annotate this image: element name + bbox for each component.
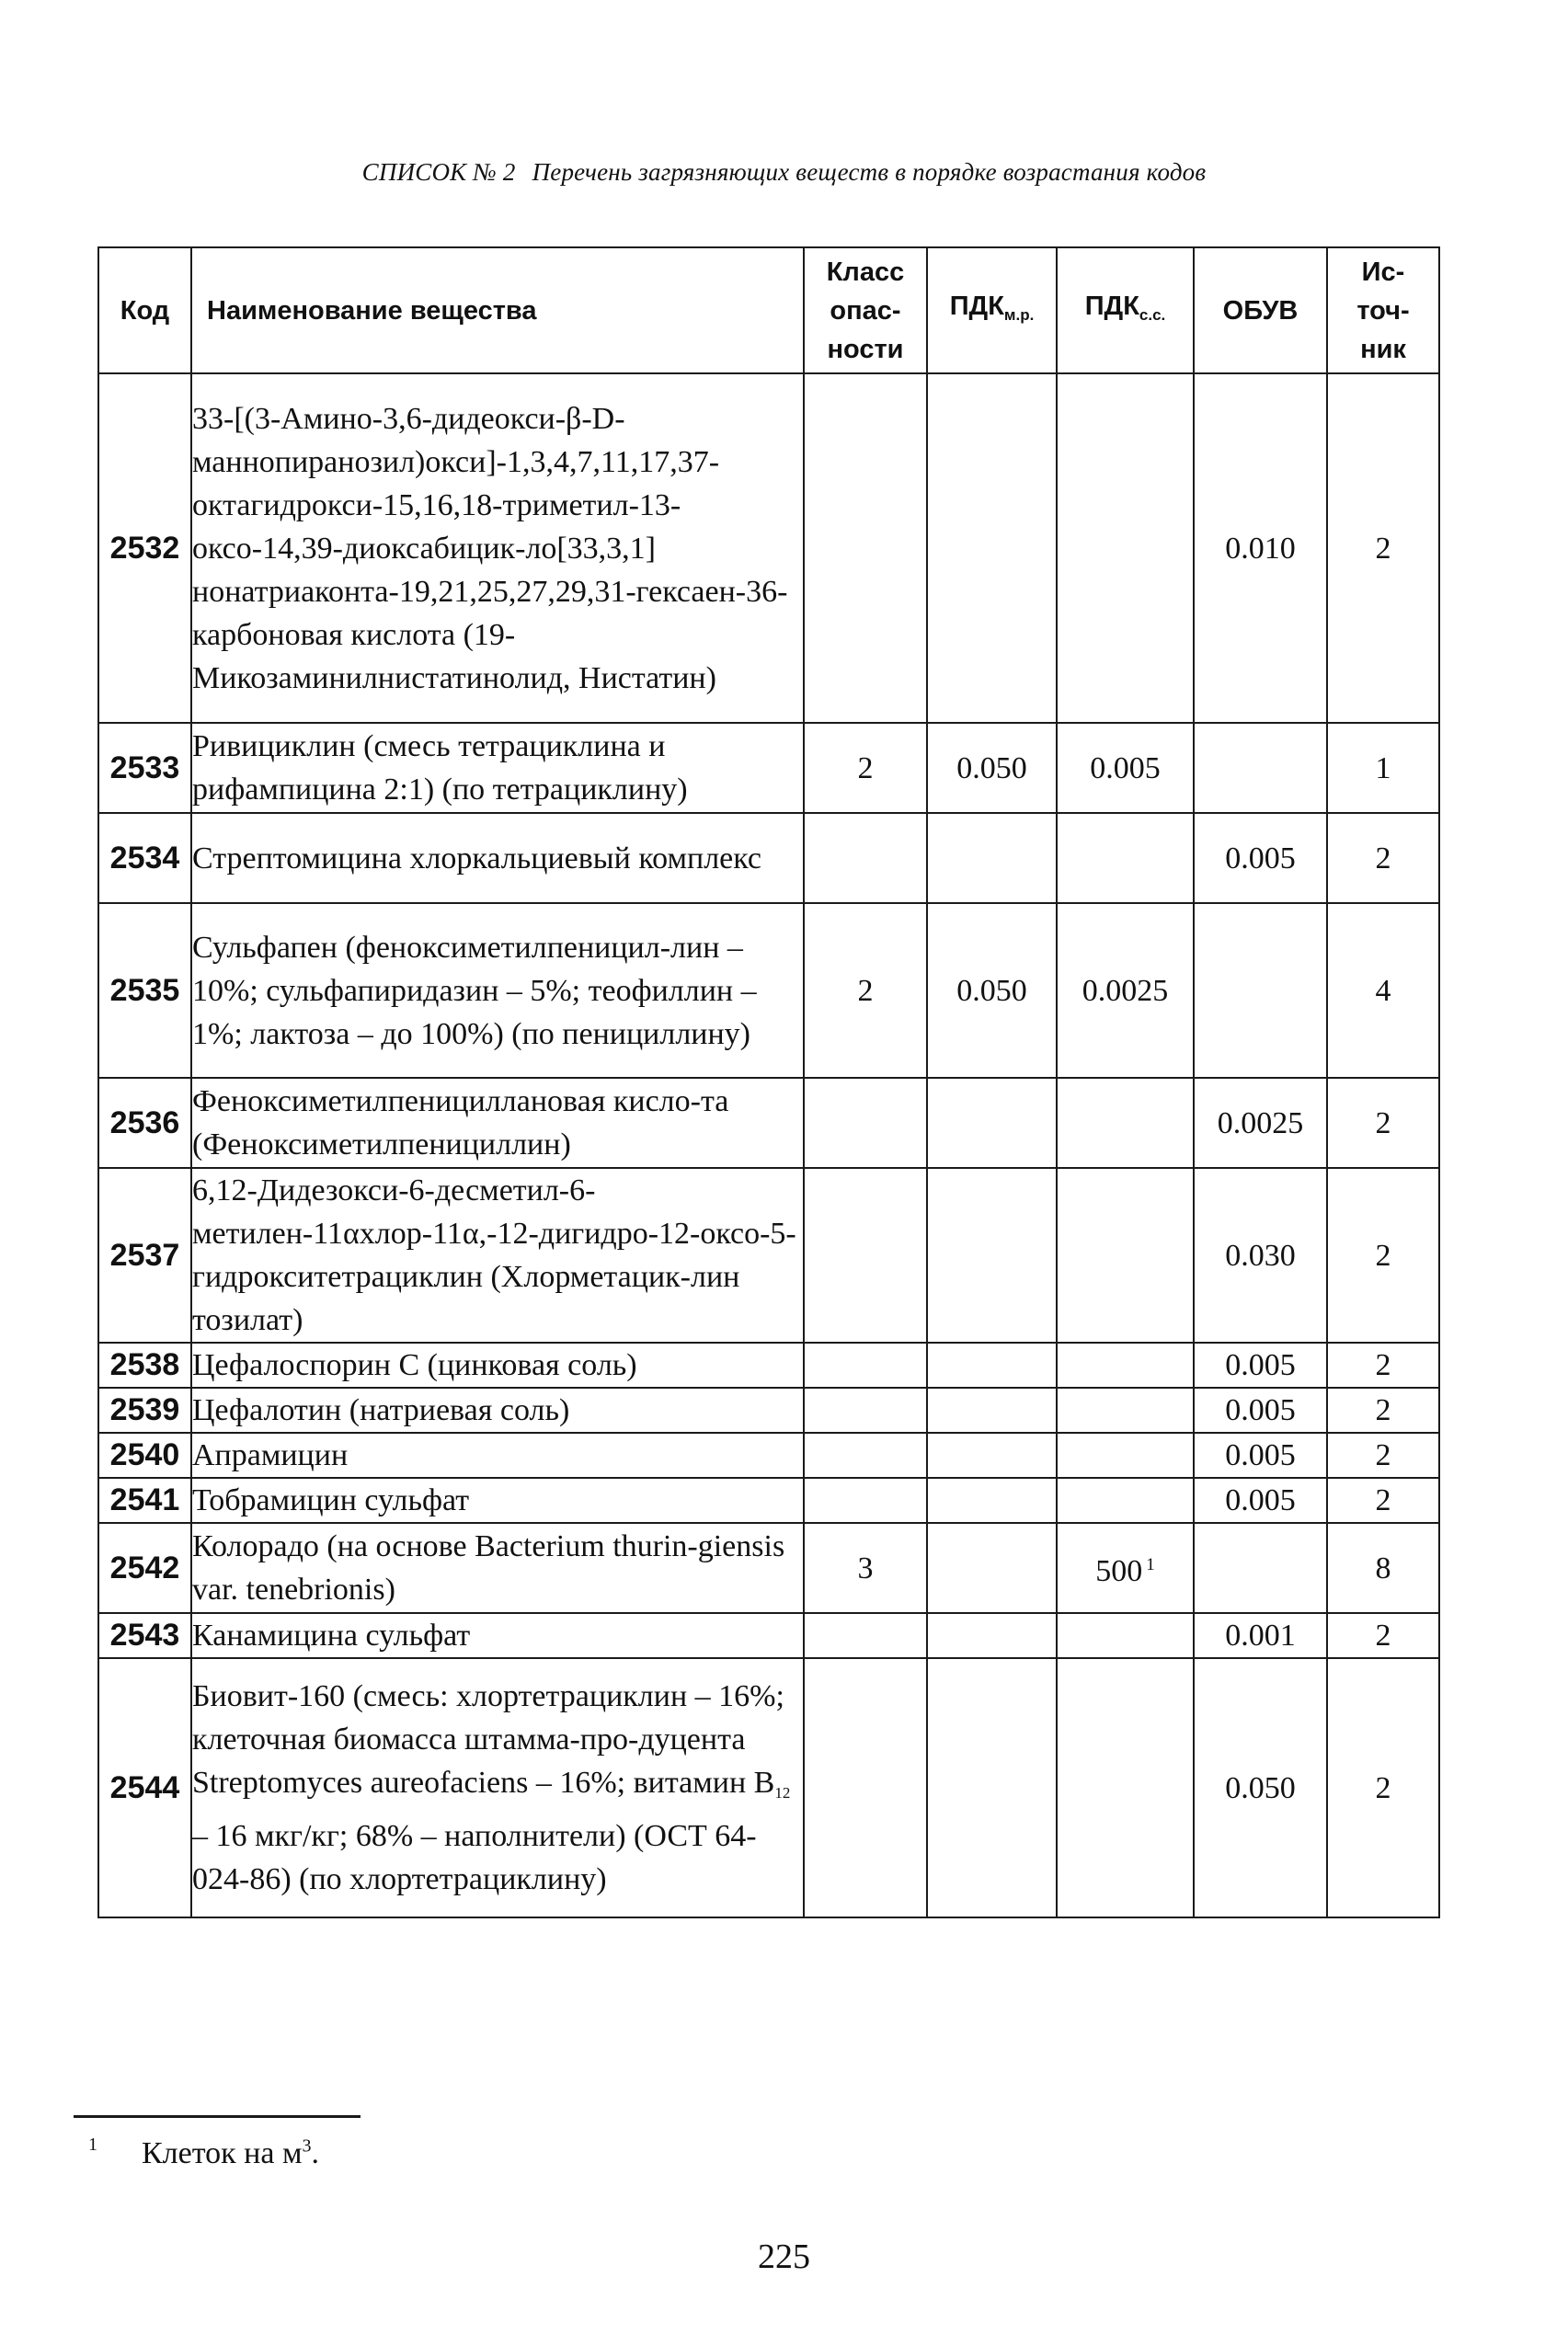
cell-pdk-mr: [927, 1168, 1057, 1343]
table-row: [98, 1613, 1439, 1658]
cell-name: Канамицина сульфат: [191, 1613, 804, 1658]
cell-hazard: [804, 1078, 927, 1168]
col-header-hazard-line1: Класс: [826, 257, 905, 287]
cell-pdk-mr: [927, 1078, 1057, 1168]
cell-name: 33-[(3-Амино-3,6-дидеокси-β-D-маннопиранозил)окси]-1,3,4,7,11,17,37-октагидрокси-15,16,18-триметил-13-оксо-14,39-диоксабицик-ло[33,3,1] нонатриаконта-19,21,25,27,29,31-гексаен-36-карбоновая кислота (19-Микозаминилнистатинолид, Нистатин): [191, 373, 804, 723]
col-header-code: Код: [98, 247, 191, 373]
cell-source: 2: [1327, 1658, 1439, 1917]
table-row: [98, 1658, 1439, 1917]
header-row: [98, 247, 1439, 373]
cell-pdk-ss-value: 500: [1095, 1554, 1143, 1588]
cell-hazard: [804, 1613, 927, 1658]
cell-hazard: [804, 1168, 927, 1343]
table-row: [98, 723, 1439, 813]
cell-pdk-ss: 0.0025: [1057, 903, 1194, 1078]
list-title: Перечень загрязняющих веществ в порядке возрастания кодов: [532, 158, 1207, 186]
cell-source: 2: [1327, 1078, 1439, 1168]
cell-pdk-ss: [1057, 1433, 1194, 1478]
footnote-ref: 1: [1146, 1555, 1155, 1574]
cell-pdk-mr: [927, 1613, 1057, 1658]
cell-obuv: 0.001: [1194, 1613, 1327, 1658]
cell-pdk-mr: 0.050: [927, 723, 1057, 813]
cell-obuv: [1194, 1523, 1327, 1613]
table-row: [98, 1343, 1439, 1388]
cell-pdk-mr: 0.050: [927, 903, 1057, 1078]
cell-hazard: 2: [804, 903, 927, 1078]
cell-hazard: 3: [804, 1523, 927, 1613]
table-row: [98, 1388, 1439, 1433]
cell-source: 2: [1327, 1433, 1439, 1478]
col-header-hazard: [804, 247, 927, 373]
col-header-hazard-line2: опас-: [830, 295, 901, 326]
col-header-pdk-mr-sub: м.р.: [1003, 305, 1035, 324]
col-header-pdk-mr-label: ПДК: [949, 291, 1004, 321]
cell-name-part2: – 16 мкг/кг; 68% – наполнители) (ОСТ 64-024-86) (по хлортетрациклину): [192, 1819, 757, 1896]
cell-obuv: 0.050: [1194, 1658, 1327, 1917]
cell-source: 2: [1327, 1343, 1439, 1388]
cell-source: 2: [1327, 1613, 1439, 1658]
table-row: [98, 1523, 1439, 1613]
cell-code: 2537: [98, 1168, 191, 1343]
substances-table: [97, 246, 1440, 1918]
cell-hazard: [804, 1388, 927, 1433]
cell-source: 1: [1327, 723, 1439, 813]
cell-pdk-ss: [1057, 1523, 1194, 1613]
cell-code: 2532: [98, 373, 191, 723]
footnote-text: Клеток на м: [142, 2136, 303, 2170]
cell-name: Апрамицин: [191, 1433, 804, 1478]
cell-pdk-ss: [1057, 1478, 1194, 1523]
cell-code: 2541: [98, 1478, 191, 1523]
cell-pdk-mr: [927, 1433, 1057, 1478]
list-label: СПИСОК № 2: [361, 158, 516, 186]
col-header-pdk-ss-label: ПДК: [1084, 291, 1139, 321]
cell-name: Стрептомицина хлоркальциевый комплекс: [191, 813, 804, 903]
cell-hazard: [804, 1343, 927, 1388]
cell-pdk-ss: [1057, 1658, 1194, 1917]
cell-source: 8: [1327, 1523, 1439, 1613]
footnote-mark: 1: [88, 2134, 97, 2155]
cell-code: 2535: [98, 903, 191, 1078]
cell-pdk-ss: [1057, 373, 1194, 723]
cell-pdk-mr: [927, 1658, 1057, 1917]
cell-obuv: 0.005: [1194, 1388, 1327, 1433]
cell-obuv: 0.0025: [1194, 1078, 1327, 1168]
cell-hazard: [804, 1478, 927, 1523]
cell-name: Феноксиметилпенициллановая кисло-та (Феноксиметилпенициллин): [191, 1078, 804, 1168]
cell-name: Цефалоспорин С (цинковая соль): [191, 1343, 804, 1388]
footnote: [88, 2126, 319, 2172]
col-header-source: [1327, 247, 1439, 373]
cell-name-subscript: 12: [774, 1784, 791, 1802]
table-row: [98, 1433, 1439, 1478]
cell-pdk-mr: [927, 1523, 1057, 1613]
cell-name-part1: Биовит-160 (смесь: хлортетрациклин – 16%; клеточная биомасса штамма-про-дуцента Streptomyces aureofaciens – 16%; витамин B: [192, 1679, 784, 1800]
table-row: [98, 1478, 1439, 1523]
cell-code: 2543: [98, 1613, 191, 1658]
cell-pdk-mr: [927, 813, 1057, 903]
cell-pdk-mr: [927, 373, 1057, 723]
cell-pdk-ss: [1057, 1343, 1194, 1388]
cell-name: 6,12-Дидезокси-6-десметил-6-метилен-11αхлор-11α,-12-дигидро-12-оксо-5-гидрокситетрациклин (Хлорметацик-лин тозилат): [191, 1168, 804, 1343]
cell-code: 2538: [98, 1343, 191, 1388]
cell-hazard: [804, 373, 927, 723]
cell-obuv: 0.010: [1194, 373, 1327, 723]
cell-code: 2542: [98, 1523, 191, 1613]
cell-code: 2533: [98, 723, 191, 813]
col-header-source-line2: точ-: [1356, 295, 1410, 326]
cell-pdk-ss: [1057, 1388, 1194, 1433]
cell-source: 2: [1327, 373, 1439, 723]
page-title: [0, 158, 1568, 187]
table-row: [98, 1168, 1439, 1343]
col-header-name: Наименование вещества: [191, 247, 804, 373]
cell-source: 2: [1327, 1388, 1439, 1433]
cell-obuv: [1194, 903, 1327, 1078]
cell-source: 2: [1327, 1478, 1439, 1523]
cell-name: Колорадо (на основе Bacterium thurin-giensis var. tenebrionis): [191, 1523, 804, 1613]
cell-pdk-ss: [1057, 813, 1194, 903]
table-row: [98, 813, 1439, 903]
col-header-pdk-mr: [927, 247, 1057, 373]
cell-code: 2534: [98, 813, 191, 903]
cell-hazard: 2: [804, 723, 927, 813]
cell-obuv: 0.005: [1194, 1343, 1327, 1388]
footnote-superscript: 3: [302, 2135, 312, 2157]
cell-pdk-mr: [927, 1343, 1057, 1388]
cell-source: 2: [1327, 1168, 1439, 1343]
cell-pdk-ss: 0.005: [1057, 723, 1194, 813]
cell-pdk-mr: [927, 1388, 1057, 1433]
col-header-source-line1: Ис-: [1361, 257, 1405, 287]
cell-pdk-ss: [1057, 1613, 1194, 1658]
cell-name: [191, 1658, 804, 1917]
footnote-separator: [74, 2115, 361, 2118]
col-header-source-line3: ник: [1360, 334, 1406, 364]
cell-source: 2: [1327, 813, 1439, 903]
col-header-hazard-line3: ности: [827, 334, 904, 364]
cell-pdk-ss: [1057, 1078, 1194, 1168]
cell-hazard: [804, 1433, 927, 1478]
cell-name: Цефалотин (натриевая соль): [191, 1388, 804, 1433]
col-header-obuv: ОБУВ: [1194, 247, 1327, 373]
col-header-pdk-ss: [1057, 247, 1194, 373]
table-row: [98, 373, 1439, 723]
cell-name: Ривициклин (смесь тетрациклина и рифампицина 2:1) (по тетрациклину): [191, 723, 804, 813]
cell-code: 2544: [98, 1658, 191, 1917]
cell-hazard: [804, 1658, 927, 1917]
cell-obuv: 0.005: [1194, 1433, 1327, 1478]
cell-obuv: [1194, 723, 1327, 813]
cell-obuv: 0.005: [1194, 813, 1327, 903]
cell-code: 2539: [98, 1388, 191, 1433]
table-row: [98, 903, 1439, 1078]
cell-pdk-ss: [1057, 1168, 1194, 1343]
cell-obuv: 0.005: [1194, 1478, 1327, 1523]
cell-code: 2536: [98, 1078, 191, 1168]
footnote-end: .: [311, 2136, 319, 2170]
col-header-pdk-ss-sub: с.с.: [1139, 305, 1166, 324]
cell-code: 2540: [98, 1433, 191, 1478]
cell-hazard: [804, 813, 927, 903]
cell-name: Сульфапен (феноксиметилпеницил-лин – 10%; сульфапиридазин – 5%; теофиллин – 1%; лактоза – до 100%) (по пенициллину): [191, 903, 804, 1078]
cell-name: Тобрамицин сульфат: [191, 1478, 804, 1523]
cell-obuv: 0.030: [1194, 1168, 1327, 1343]
table-row: [98, 1078, 1439, 1168]
cell-source: 4: [1327, 903, 1439, 1078]
cell-pdk-mr: [927, 1478, 1057, 1523]
page-number: 225: [758, 2237, 810, 2276]
